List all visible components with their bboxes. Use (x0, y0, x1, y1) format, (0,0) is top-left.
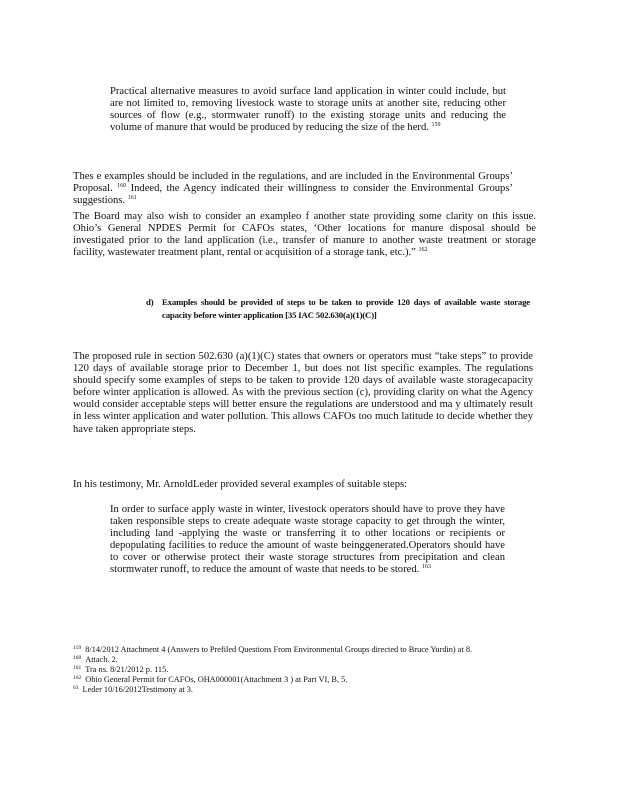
section-heading-text: Examples should be provided of steps to be taken to provide 120 days of available waste storage capacity before winter application [35 IAC 502.630(a)(1)(C)] (162, 297, 530, 320)
footnote-161 (73, 665, 531, 675)
paragraph-text: In his testimony, Mr. ArnoldLeder provided several examples of suitable steps: (73, 479, 408, 490)
section-heading-d (146, 296, 530, 321)
paragraph-examples-included (73, 171, 513, 207)
footnote-text: Attach. 2. (85, 654, 118, 664)
quote-text: In order to surface apply waste in winter, livestock operators should have to prove they have taken responsible steps to create adequate waste storage capacity to get through the winter, including land -applying the waste or transferring it to other locations or recipients or depopulating facilities to reduce the amount of waste beinggenerated.Operators should have to cover or otherwise protect their waste storage structures from precipitation and clean stormwater runoff, to reduce the amount of waste that needs to be stored. (110, 504, 505, 576)
footnote-160 (73, 655, 531, 665)
footnote-text: Tra ns. 8/21/2012 p. 115. (85, 664, 169, 674)
paragraph-text: Indeed, the Agency indicated their willingness to consider the Environmental Groups’ suggestions. (73, 183, 513, 207)
footnote-number: 162 (73, 674, 82, 681)
section-label: d) (146, 297, 154, 307)
footnote-number: 63 (73, 684, 79, 691)
quote-text: Practical alternative measures to avoid surface land application in winter could include, but are not limited to, removing livestock waste to storage units at another site, reducing other sources of flow (e.g., stormwater runoff) to the existing storage units and reducing the volume of manure that would be produced by reducing the size of the herd. (110, 86, 506, 134)
paragraph-text: The Board may also wish to consider an exampleo f another state providing some clarity on this issue. Ohio’s General NPDES Permit for CAFOs states, ‘Other locations for manure disposal should be investigated prior to the land application (i.e., transfer of manure to another waste treatment or storage facility, wastewater treatment plant, rental or acquisition of a storage tank, etc.).” (73, 211, 536, 259)
footnote-162 (73, 675, 413, 685)
footnote-ref[interactable]: 160 (117, 183, 127, 190)
footnote-text: Ohio General Permit for CAFOs, OHA000001(Attachment 3 ) at Part VI, B, 5. (85, 674, 348, 684)
paragraph-text: The proposed rule in section 502.630 (a)(1)(C) states that owners or operators must “take steps” to provide 120 days of available storage prior to December 1, but does not list specific examples. The regulations should specify some examples of steps to be taken to provide 120 days of available waste storagecapacity before winter application is allowed. As with the previous section (c), providing clarity on what the Agency would consider acceptable steps will better ensure the regulations are understood and ma y ultimately result in less winter application and water pollution. This allows CAFOs too much latitude to decide whether they have taken appropriate steps. (73, 351, 533, 435)
paragraph-text: Thes e examples should be included in the regulations, and are included in the Environmental Groups’ Proposal. (73, 171, 513, 195)
footnote-ref[interactable]: 163 (421, 564, 431, 571)
footnote-number: 161 (73, 664, 82, 671)
footnotes (73, 645, 531, 695)
paragraph-proposed-rule (73, 351, 533, 436)
footnote-159 (73, 645, 531, 655)
paragraph-testimony-intro (73, 479, 493, 491)
footnote-text: 8/14/2012 Attachment 4 (Answers to Prefiled Questions From Environmental Groups directed to Bruce Yurdin) at 8. (85, 645, 473, 654)
footnote-ref[interactable]: 161 (127, 195, 137, 202)
paragraph-ohio-permit (73, 211, 536, 259)
footnote-text: Leder 10/16/2012Testimony at 3. (82, 684, 193, 694)
footnote-ref[interactable]: 159 (431, 122, 441, 129)
footnote-163 (73, 685, 531, 695)
block-quote-leder (110, 504, 505, 577)
block-quote-winter-measures (110, 86, 506, 134)
footnote-number: 159 (73, 645, 82, 651)
footnote-number: 160 (73, 654, 82, 661)
footnote-ref[interactable]: 162 (418, 247, 428, 254)
